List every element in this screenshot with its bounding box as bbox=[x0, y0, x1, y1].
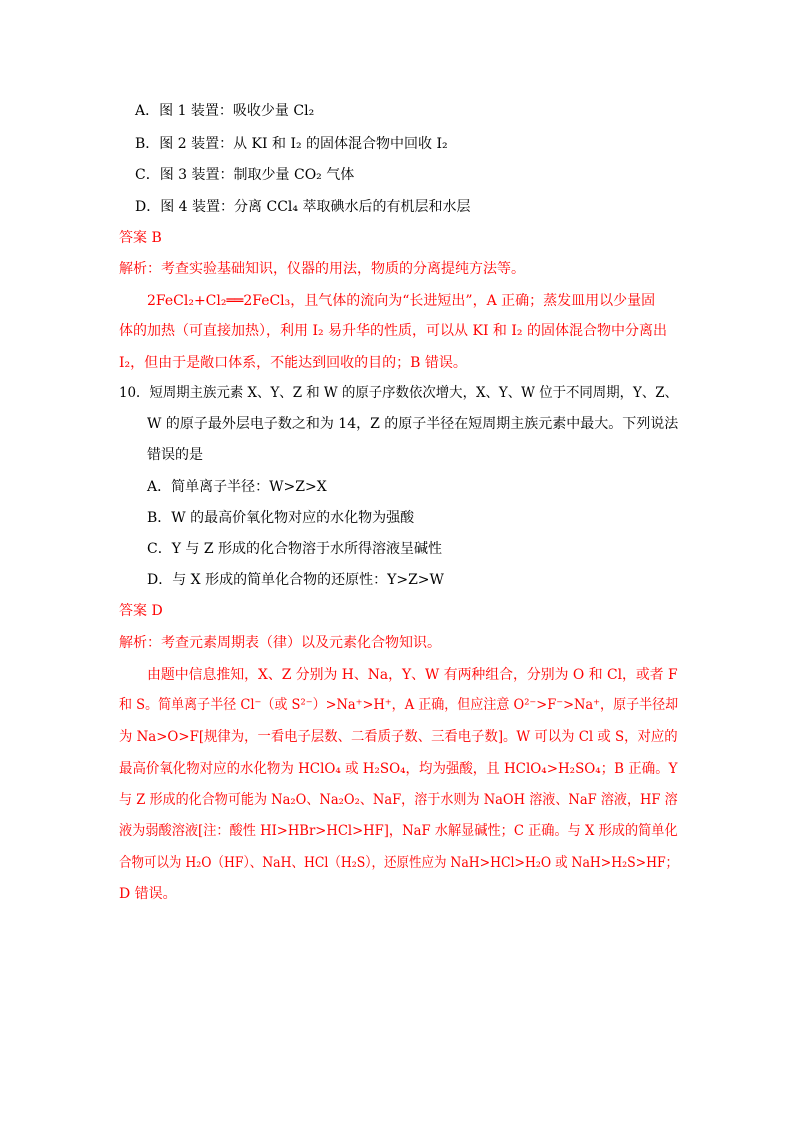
option-text: 图 4 装置：分离 CCl₄ 萃取碘水后的有机层和水层 bbox=[160, 199, 471, 215]
q10-option-b bbox=[147, 508, 414, 528]
q10-analysis-line: 为 Na>O>F[规律为，一看电子层数、二看质子数、三看电子数]。W 可以为 Cl 或 S，对应的 bbox=[119, 729, 678, 745]
q9-answer: 答案 B bbox=[119, 230, 162, 246]
option-letter: C． bbox=[147, 541, 172, 557]
option-letter: B． bbox=[147, 510, 172, 526]
q10-option-d bbox=[147, 570, 444, 590]
q9-analysis-line: 体的加热（可直接加热），利用 I₂ 易升华的性质，可以从 KI 和 I₂ 的固体混合物中分离出 bbox=[119, 323, 667, 339]
q10-analysis-line: 与 Z 形成的化合物可能为 Na₂O、Na₂O₂、NaF，溶于水则为 NaOH 溶液、NaF 溶液，HF 溶 bbox=[119, 792, 678, 808]
q10-stem-line: 10．短周期主族元素 X、Y、Z 和 W 的原子序数依次增大，X、Y、W 位于不同周期，Y、Z、 bbox=[119, 385, 678, 401]
option-letter: A． bbox=[147, 479, 172, 495]
q10-analysis-line: 合物可以为 H₂O（HF）、NaH、HCl（H₂S），还原性应为 NaH>HCl>H₂O 或 NaH>H₂S>HF； bbox=[119, 855, 679, 871]
q9-analysis-line: I₂，但由于是敞口体系，不能达到回收的目的；B 错误。 bbox=[119, 355, 467, 371]
q9-option-c bbox=[135, 165, 354, 185]
q10-option-c bbox=[147, 539, 442, 559]
option-text: 图 2 装置：从 KI 和 I₂ 的固体混合物中回收 I₂ bbox=[159, 136, 448, 152]
q9-option-d bbox=[135, 197, 470, 217]
q9-analysis-line: 2FeCl₂+Cl₂══2FeCl₃，且气体的流向为“长进短出”，A 正确；蒸发皿用以少量固 bbox=[147, 293, 656, 309]
option-letter: D． bbox=[147, 572, 173, 588]
option-letter: B． bbox=[135, 136, 160, 152]
q10-stem-line: 错误的是 bbox=[147, 447, 203, 463]
q10-analysis-line: D 错误。 bbox=[119, 886, 177, 902]
option-text: W 的最高价氧化物对应的水化物为强酸 bbox=[171, 510, 415, 526]
option-letter: C． bbox=[135, 167, 160, 183]
option-letter: D． bbox=[135, 199, 161, 215]
q9-option-a bbox=[135, 101, 314, 121]
q10-answer: 答案 D bbox=[119, 603, 163, 619]
option-text: 图 1 装置：吸收少量 Cl₂ bbox=[159, 103, 315, 119]
q10-analysis-line: 和 S。简单离子半径 Cl⁻（或 S²⁻）>Na⁺>H⁺，A 正确，但应注意 O²⁻>F⁻>Na⁺，原子半径却 bbox=[119, 697, 679, 713]
option-text: 图 3 装置：制取少量 CO₂ 气体 bbox=[159, 167, 355, 183]
q10-analysis-line: 解析：考查元素周期表（律）以及元素化合物知识。 bbox=[119, 635, 441, 651]
q10-analysis-line: 液为弱酸溶液[注：酸性 HI>HBr>HCl>HF]，NaF 水解显碱性；C 正确。与 X 形成的简单化 bbox=[119, 823, 678, 839]
q10-analysis-line: 最高价氧化物对应的水化物为 HClO₄ 或 H₂SO₄，均为强酸，且 HClO₄>H₂SO₄；B 正确。Y bbox=[119, 761, 678, 777]
q10-option-a bbox=[147, 477, 327, 497]
q10-stem-line: W 的原子最外层电子数之和为 14，Z 的原子半径在短周期主族元素中最大。下列说法 bbox=[147, 416, 679, 432]
option-text: Y 与 Z 形成的化合物溶于水所得溶液呈碱性 bbox=[171, 541, 443, 557]
q10-analysis-line: 由题中信息推知，X、Z 分别为 H、Na，Y、W 有两种组合，分别为 O 和 Cl，或者 F bbox=[147, 667, 678, 683]
option-text: 与 X 形成的简单化合物的还原性：Y>Z>W bbox=[172, 572, 444, 588]
option-letter: A． bbox=[135, 103, 160, 119]
q9-option-b bbox=[135, 134, 448, 154]
q9-analysis-line: 解析：考查实验基础知识，仪器的用法，物质的分离提纯方法等。 bbox=[119, 261, 525, 277]
option-text: 简单离子半径：W>Z>X bbox=[171, 479, 327, 495]
